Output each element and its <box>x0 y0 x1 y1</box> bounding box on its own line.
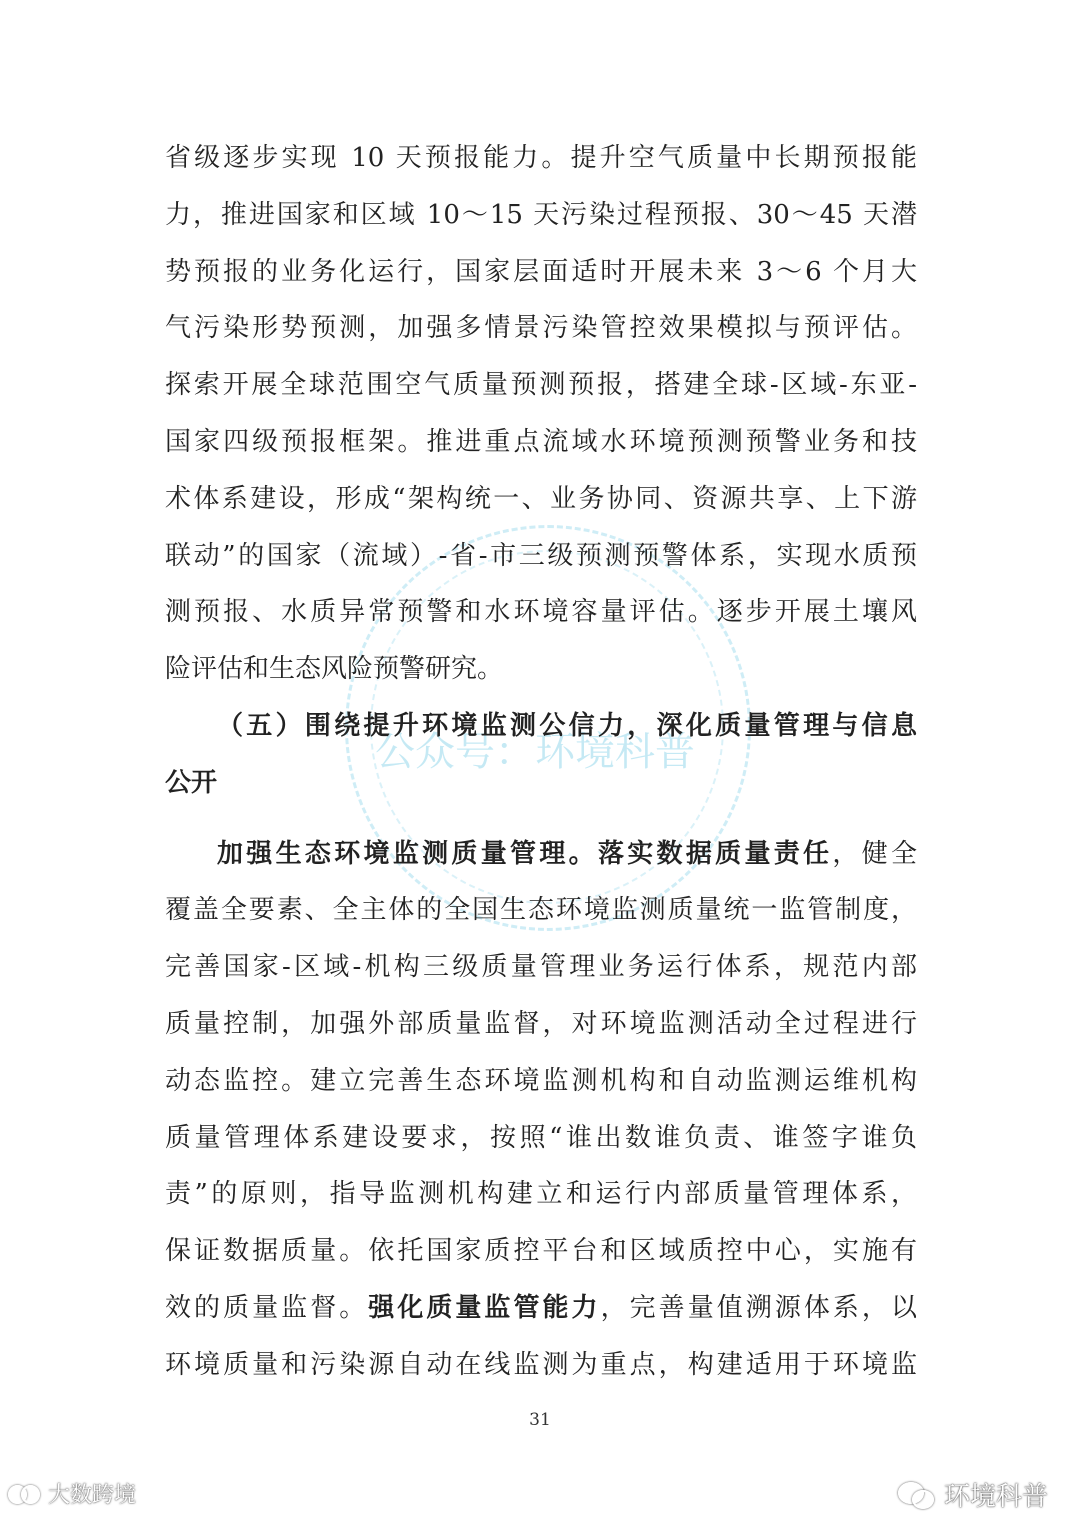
paragraph-quality-management <box>165 826 917 1394</box>
text-line: 质量管理体系建设要求，按照“谁出数谁负责、谁签字谁负 <box>165 1122 917 1153</box>
wechat-icon <box>898 1480 936 1510</box>
text-line: 探索开展全球范围空气质量预测预报，搭建全球-区域-东亚- <box>165 370 917 401</box>
paragraph-lead-line <box>165 826 917 883</box>
section-heading <box>165 698 917 812</box>
text-line: 动态监控。建立完善生态环境监测机构和自动监测运维机构 <box>165 1065 917 1096</box>
text-line: 国家四级预报框架。推进重点流域水环境预测预警业务和技 <box>165 426 917 457</box>
text-line: 险评估和生态风险预警研究。 <box>165 654 504 685</box>
watermark-text: 公众号：环境科普 <box>375 729 695 775</box>
text-line: 术体系建设，形成“架构统一、业务协同、资源共享、上下游 <box>165 483 917 514</box>
text-segment: ，健全 <box>832 838 917 869</box>
text-line: 力，推进国家和区域 10～15 天污染过程预报、30～45 天潜 <box>165 199 917 230</box>
brand-right-label: 环境科普 <box>943 1482 1048 1512</box>
text-line: 省级逐步实现 10 天预报能力。提升空气质量中长期预报能 <box>165 143 917 173</box>
text-line: 联动”的国家（流域）-省-市三级预测预警体系，实现水质预 <box>165 540 917 571</box>
text-line: 测预报、水质异常预警和水环境容量评估。逐步开展土壤风 <box>165 597 917 628</box>
paragraph-forecast <box>165 130 917 698</box>
text-line: 覆盖全要素、全主体的全国生态环境监测质量统一监管制度， <box>165 895 917 926</box>
text-line: 气污染形势预测，加强多情景污染管控效果模拟与预评估。 <box>165 313 917 344</box>
bold-phrase: 强化质量监管能力 <box>368 1292 601 1323</box>
bold-phrase: 落实数据质量责任 <box>597 838 833 869</box>
text-line: 环境质量和污染源自动在线监测为重点，构建适用于环境监 <box>165 1349 917 1380</box>
section-heading-line: 公开 <box>165 767 218 798</box>
brand-right-watermark <box>898 1476 1048 1513</box>
brand-left-watermark <box>8 1478 136 1509</box>
text-line-mixed <box>165 1280 917 1337</box>
text-line: 保证数据质量。依托国家质控平台和区域质控中心，实施有 <box>165 1236 917 1267</box>
text-line: 完善国家-区域-机构三级质量管理业务运行体系，规范内部 <box>165 952 917 983</box>
section-heading-line: （五）围绕提升环境监测公信力，深化质量管理与信息 <box>217 710 917 741</box>
document-body <box>165 130 917 1394</box>
brand-logo-icon <box>8 1482 42 1506</box>
page-number: 31 <box>529 1410 551 1430</box>
bold-phrase: 加强生态环境监测质量管理。 <box>217 838 598 869</box>
text-segment: ，完善量值溯源体系，以 <box>600 1292 917 1323</box>
brand-left-label: 大数跨境 <box>48 1483 137 1508</box>
text-line: 势预报的业务化运行，国家层面适时开展未来 3～6 个月大 <box>165 256 917 287</box>
text-segment: 效的质量监督。 <box>165 1292 369 1323</box>
text-line: 质量控制，加强外部质量监督，对环境监测活动全过程进行 <box>165 1008 917 1039</box>
text-line: 责”的原则，指导监测机构建立和运行内部质量管理体系， <box>165 1179 917 1210</box>
